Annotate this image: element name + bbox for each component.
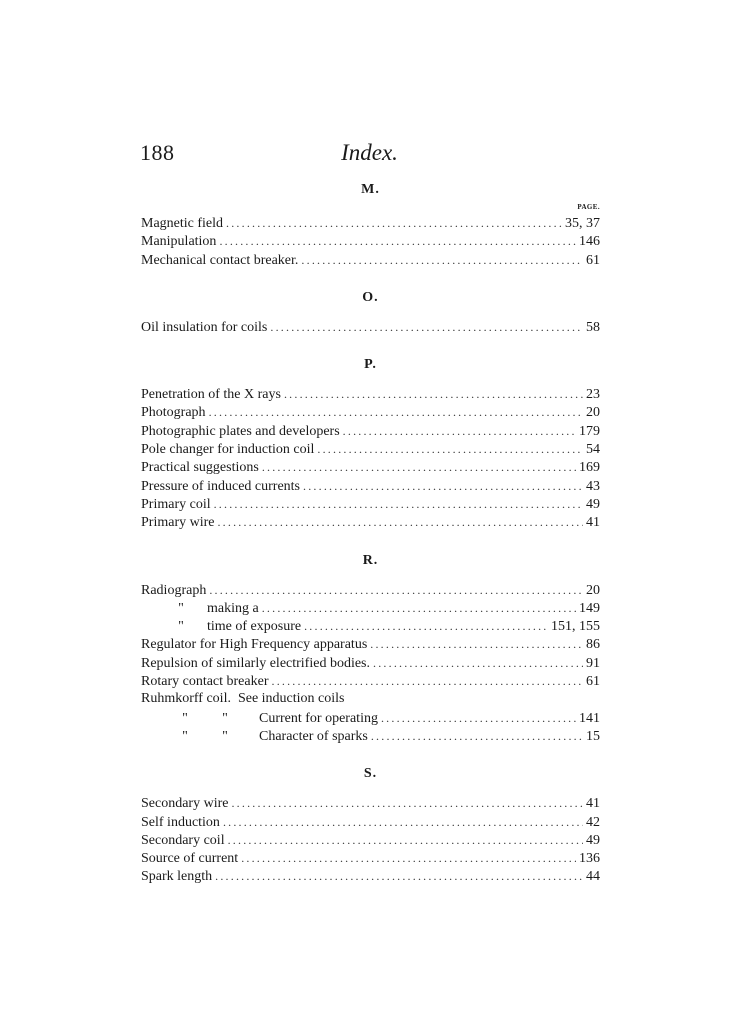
index-entry [141, 690, 600, 708]
ditto-mark: " [178, 619, 184, 635]
entry-pages: 35, 37 [565, 216, 600, 231]
dot-leader [241, 849, 576, 867]
dot-leader [371, 727, 583, 745]
dot-leader [270, 318, 583, 336]
index-entry [141, 477, 600, 495]
entry-term: Radiograph [141, 582, 207, 598]
index-entry [141, 849, 600, 867]
index-entry [141, 599, 600, 617]
entry-pages: 43 [586, 478, 600, 494]
entry-term: Manipulation [141, 234, 217, 250]
dot-leader [381, 709, 576, 727]
index-entry [141, 440, 600, 458]
dot-leader [303, 477, 583, 495]
entry-term: Primary wire [141, 515, 215, 531]
entry-subterm: Character of sparks [259, 728, 368, 744]
section-letter-s: S. [363, 766, 378, 782]
entry-term: Spark length [141, 869, 213, 885]
entry-pages: 44 [586, 869, 600, 885]
entry-pages: 15 [586, 728, 600, 744]
entry-term: Magnetic field [141, 216, 224, 231]
entry-pages: 41 [586, 515, 600, 531]
entry-term: Rotary contact breaker [141, 674, 269, 690]
index-entry [141, 709, 600, 727]
dot-leader [209, 581, 583, 599]
index-entry [141, 513, 600, 531]
section-letter-r: R. [362, 552, 379, 568]
entry-term: Secondary wire [141, 796, 229, 812]
section-letter-p: P. [364, 357, 377, 373]
index-entry [141, 813, 600, 831]
index-entry [141, 727, 600, 745]
dot-leader [317, 440, 583, 458]
dot-leader [262, 599, 576, 617]
ditto-mark: " [222, 710, 228, 726]
dot-leader [284, 385, 583, 403]
entry-term: Ruhmkorff coil. See induction coils [141, 691, 345, 707]
index-entry [141, 385, 600, 403]
index-entry [141, 214, 600, 232]
entry-term [141, 600, 259, 618]
entry-pages: 146 [579, 234, 600, 250]
page-column-label: PAGE. [577, 203, 600, 211]
entry-pages: 58 [586, 319, 600, 335]
entry-pages: 179 [579, 423, 600, 439]
index-entry [141, 635, 600, 653]
section-letter-m: M. [361, 182, 380, 197]
running-title: Index. [341, 140, 398, 165]
dot-leader [262, 458, 576, 476]
dot-leader [304, 617, 548, 635]
entry-pages: 20 [586, 405, 600, 421]
dot-leader [209, 403, 583, 421]
entry-subterm: Current for operating [259, 710, 378, 726]
entry-pages: 42 [586, 814, 600, 830]
entry-pages: 54 [586, 442, 600, 458]
entry-term: Self induction [141, 814, 220, 830]
dot-leader [217, 513, 583, 531]
dot-leader [215, 867, 583, 885]
entry-term [141, 710, 378, 728]
index-entry [141, 672, 600, 690]
entry-term: Pressure of induced currents [141, 478, 301, 494]
dot-leader [214, 495, 583, 513]
entry-pages: 49 [586, 832, 600, 848]
index-body [141, 180, 600, 886]
index-entry [141, 232, 600, 250]
entry-term: Regulator for High Frequency apparatus [141, 637, 368, 653]
entry-subterm: time of exposure [207, 619, 302, 635]
entry-term: Photographic plates and developers [141, 423, 340, 439]
dot-leader [223, 813, 583, 831]
index-entry [141, 495, 600, 513]
dot-leader [370, 635, 583, 653]
index-entry [141, 654, 600, 672]
entry-pages: 91 [586, 655, 600, 671]
index-entry [141, 403, 600, 421]
ditto-mark: " [182, 710, 188, 726]
entry-pages: 23 [586, 387, 600, 403]
index-entry [141, 458, 600, 476]
index-entry [141, 318, 600, 336]
entry-pages: 61 [586, 674, 600, 690]
ditto-mark: " [222, 728, 228, 744]
dot-leader [373, 654, 583, 672]
ditto-mark: " [178, 600, 184, 616]
ditto-mark: " [182, 728, 188, 744]
index-entry [141, 617, 600, 635]
entry-pages: 61 [586, 252, 600, 268]
entry-pages: 49 [586, 496, 600, 512]
entry-term: Oil insulation for coils [141, 319, 268, 335]
entry-pages: 20 [586, 582, 600, 598]
entry-term: Secondary coil [141, 832, 225, 848]
entry-subterm: making a [207, 600, 259, 616]
section-letter-o: O. [362, 289, 379, 305]
entry-term: Mechanical contact breaker. [141, 252, 299, 268]
dot-leader [343, 422, 576, 440]
entry-pages: 141 [579, 710, 600, 726]
entry-pages: 136 [579, 851, 600, 867]
entry-pages: 149 [579, 600, 600, 616]
entry-term [141, 728, 368, 746]
entry-term: Photograph [141, 405, 206, 421]
index-entry [141, 867, 600, 885]
page-number: 188 [140, 140, 175, 165]
entry-term [141, 618, 301, 636]
entry-term: Penetration of the X rays [141, 387, 281, 403]
dot-leader [231, 794, 583, 812]
entry-pages: 41 [586, 796, 600, 812]
entry-term: Repulsion of similarly electrified bodies. [141, 655, 371, 671]
entry-pages: 86 [586, 637, 600, 653]
entry-pages: 169 [579, 460, 600, 476]
entry-term: Practical suggestions [141, 460, 259, 476]
index-entry [141, 831, 600, 849]
dot-leader [219, 232, 576, 250]
dot-leader [301, 251, 583, 269]
dot-leader [272, 672, 584, 690]
index-entry [141, 251, 600, 269]
dot-leader [228, 831, 583, 849]
dot-leader [226, 214, 562, 232]
entry-term: Primary coil [141, 496, 211, 512]
index-entry [141, 422, 600, 440]
index-entry [141, 794, 600, 812]
entry-term: Pole changer for induction coil [141, 442, 315, 458]
index-entry [141, 581, 600, 599]
entry-pages: 151, 155 [551, 619, 600, 635]
entry-term: Source of current [141, 851, 239, 867]
